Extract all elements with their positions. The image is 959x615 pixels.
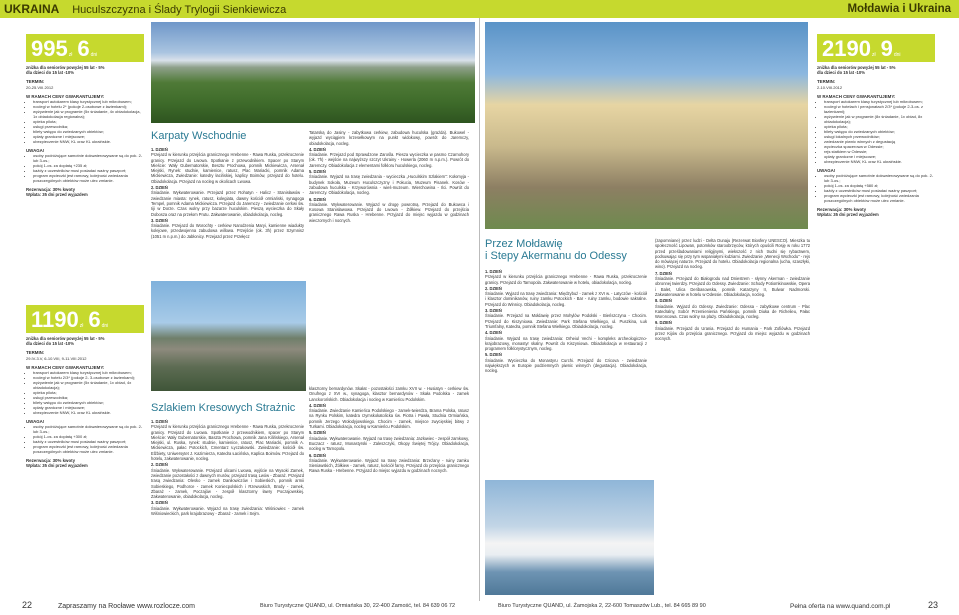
left-page-number: 22 — [22, 600, 33, 610]
tour2-day-label: 3. DZIEŃ — [151, 500, 168, 506]
tour1-column-2 — [309, 130, 469, 223]
mountain-photo — [151, 22, 475, 123]
offer2-deposit: Rezerwacja: 30% kwoty — [26, 458, 76, 464]
offer3-included-head: W RAMACH CENY GWARANTUJEMY: — [817, 93, 896, 99]
tour1-day-text: Przejazd w kierunku przejścia granicznego Hrebenne - Rawa Ruska, przekroczenie granicy. Przejazd do Lwowa. Spotkanie z przewodnikiem. Spacer po Starym Mieście: Wały Gubernatorskie, Besztu Prochowa, pomnik Mickiewicza, Arsenał Miejski, Rynek: studnie, kamienice, ratusz, Plac Mariacki, pomnik Adama Mickiewicza, Zwiedzanie: katedry łacińskiej, kaplicy Boimów, przejazd do hotelu. Obiadokolacja. Przejazd na nocleg w okolicach Lwowa. — [151, 152, 304, 184]
tour3-title-line-2: i Stepy Akermanu do Odessy — [485, 250, 627, 262]
tour3-day-text: Śniadanie. Przejazd do Białogrodu nad Dniestrem - słynny Akerman - zwiedzanie obronnej twierdzy. Przejazd do Odessy. Zwiedzanie: Schody Potiomkinowskie, Opera i Balet, Ulica Deribasowska, pomnik Katarzyny II, Bulwar Nadmorski. Zakwaterowanie w hotelu w Odessie. Obiadokolacja, nocleg. — [655, 276, 810, 297]
offer3-price-box — [817, 34, 935, 62]
offer2-notes-head: UWAGA! — [26, 419, 45, 425]
tour3-day-label: 4. DZIEŃ — [485, 330, 502, 336]
tour3-day-text: Śniadanie. Przejazd na Mołdawię przez Mohylów Podolski - Bieńszczyna - Chocim. Przejazd do Kiszyniowa. Zwiedzanie: Park Stefana Wielkiego, ul. Puszkina, Łuk Triumfalny, Katedra, pomnik Stefana Wielkiego. Obiadokolacja, nocleg. — [485, 313, 647, 329]
offer2-notes-list — [33, 424, 144, 454]
tour3-day-text: Śniadanie. Wyjazd na trasę zwiedzania: Orheiul Vechi - kompleks archeologiczno-krajobrazowy, monastyr skalny. Powrót do Kiszyniowa. Obiadokolacja w restauracji z programem folklorystycznym, nocleg. — [485, 335, 647, 352]
offer3-discount-2: dla dzieci do 15 lat -10% — [817, 70, 865, 76]
offer1-days: 6 — [77, 36, 90, 61]
offer3-included-item: • noclegi w hotelach i pensjonatach 2/3* (pokoje 2-3-os. z łazienkami); — [824, 104, 935, 114]
offer1-included-item: • opłaty graniczne i miejscowe; — [33, 134, 144, 139]
offer1-note-item: • osoby podróżujące samotnie dokwaterowywane są do pok. 2- lub 3-os.; — [33, 153, 144, 163]
offer2-sidebar — [26, 305, 144, 469]
tour1-day-text: Śniadanie. Wykwaterowanie. Wyjazd w drogę powrotną. Przejazd do Bukowca i Kosowa Stanisławowa. Przejazd do Lwowa - Żółkiew. Przejazd do przejścia granicznego Rawa Ruska - Hrebenne. Przyjazd do miejsc wyjazdu w godzinach wieczornych i nocnych. — [309, 201, 469, 223]
tour3-day-label: 8. DZIEŃ — [655, 298, 672, 304]
tour2-day-text: Śniadanie. Zwiedzanie Kamieńca Podolskiego - zamek-twierdza, Brama Polska, ratusz na Rynku Polskim, katedra rzymskokatolicka św. Piotra i Pawła, Studnia Ormiańska, pomnik Jerzego Wołodyjowskiego. Chocim - zamek, miejsce zwycięskiej bitwy z Turkami. Obiadokolacja, nocleg w Kamieńcu Podolskim. — [309, 408, 469, 430]
tour1-day-label: 5. DZIEŃ — [309, 169, 326, 175]
tour2-day-text: Przejazd w kierunku przejścia granicznego Hrebenne - Rawa Ruska, przekroczenie granicy. Przejazd do Lwowa. Spotkanie z przewodnikiem, spacer po Starym Mieście: Wały Gubernatorskie, Baszta Prochowa, pomnik Jana Kilińskiego, Arsenał Miejski, ul. Ruska, rynek: studnie, kamienice, ratusz, Plac Mariacki, pomnik A. Mickiewicza, pałac Potockich, Cmentarz Łyczakowski. Zwiedzanie: kościół św. Elżbiety, Uniwersytet J. Kazimierza, Katedra Łacińska, Kaplica Boimów. Przejazd do hotelu, zakwaterowanie, nocleg. — [151, 424, 304, 462]
tour1-column-1 — [151, 146, 304, 239]
tour1-day-label: 6. DZIEŃ — [309, 196, 326, 202]
offer1-discount-2: dla dzieci do 15 lat -10% — [26, 70, 74, 76]
left-header-title: UKRAINA — [4, 2, 59, 16]
offer1-included-item: • ubezpieczenie NNW, KL oraz KL ukraińskie. — [33, 139, 144, 144]
offer1-included-item: • bilety wstępu do zwiedzanych obiektów; — [33, 129, 144, 134]
offer2-note-item: • program wycieczki jest ramowy, kolejność zwiedzania poszczególnych obiektów może ulec zmianie. — [33, 444, 144, 454]
offer3-days-label: dni — [893, 51, 901, 58]
offer3-days: 9 — [880, 36, 893, 61]
offer3-term: 2-10.VIII.2012 — [817, 84, 843, 90]
tour3-day-label: 7. DZIEŃ — [655, 270, 672, 276]
offer1-payment: Wpłata: 35 dni przed wyjazdem — [26, 192, 88, 198]
offer3-included-item: • rejs statkiem w Odessie; — [824, 149, 935, 154]
right-footer-link[interactable]: Pełna oferta na www.quand.com.pl — [790, 603, 891, 610]
offer1-days-label: dni — [90, 51, 98, 58]
offer3-note-item: • program wycieczki jest ramowy, kolejność zwiedzania poszczególnych obiektów może ulec zmianie. — [824, 193, 935, 203]
offer1-note-item: • pokój 1-os. za dopłatą +235 zł; — [33, 163, 144, 168]
tour3-day-text: Śniadanie. Przejazd do Urania. Przejazd do Humania - Park Zofiówka. Przejazd przez Kijów do przejścia granicznego. Przyjazd do miejsc wyjazdu w godzinach nocnych. — [655, 325, 810, 342]
left-footer-link[interactable]: Zapraszamy na Rocławe www.rozlocze.com — [58, 603, 195, 610]
header-bar — [0, 0, 959, 18]
offer1-included-item: • noclegi w hotelu 2* (pokoje 2-osobowe z łazienkami); — [33, 104, 144, 109]
offer3-included-item: • opieka pilota; — [824, 124, 935, 129]
offer3-included-item: • wyżywienie jak w programie (8x śniadanie, 1x obiad, 8x obiadokolacja); — [824, 114, 935, 124]
offer2-included-item: • wyżywienie jak w programie (5x śniadanie, 1x obiad, 4x obiadokolacja); — [33, 380, 144, 390]
offer1-price: 995 — [31, 36, 68, 61]
tour3-column-2 — [655, 238, 810, 342]
offer1-notes-head: UWAGA! — [26, 148, 45, 154]
tour2-day-label: 4. DZIEŃ — [309, 402, 326, 408]
offer3-payment: Wpłata: 35 dni przed wyjazdem — [817, 212, 879, 218]
offer1-included-item: • transport autokarem klasy turystycznej lub mikrobusem; — [33, 99, 144, 104]
offer3-included-item: • transport autokarem klasy turystycznej lub mikrobusem; — [824, 99, 935, 104]
offer1-included-item: • wyżywienie jak w programie (5x śniadanie, 4x obiadokolacja, 1x obiadokolacja regionalna); — [33, 109, 144, 119]
cruise-ship-photo — [485, 480, 654, 595]
tour1-day-text: Śniadanie. Przejazd pod Sprawdzone Zarośla. Piesza wycieczka w pasmo Czarnohory (ok. 7h) - wejście na najwyższy szczyt Ukrainy - Howerla (2060 m n.p.m.). Powrót do Jaremczy. Obiadokolacja z elementami folkloru huculskiego, nocleg. — [309, 152, 469, 168]
tour3-day-text: Przejazd w kierunku przejścia granicznego Hrebenne - Rawa Ruska, przekroczenie granicy. Przejazd do Tarnopola. Zakwaterowanie w hotelu, obiadokolacja, nocleg. — [485, 274, 647, 285]
right-footer-address: Biuro Turystyczne QUAND, ul. Żamojska 2, 22-600 Tomaszów Lub., tel. 84 665 89 90 — [498, 603, 706, 609]
tour1-day-label: 1. DZIEŃ — [151, 147, 168, 152]
tour3-column-1 — [485, 268, 647, 374]
offer3-note-item: • każdy z uczestników musi posiadać ważny paszport; — [824, 188, 935, 193]
page-gutter — [479, 18, 480, 601]
tour1-day-label: 2. DZIEŃ — [151, 185, 168, 191]
left-header — [4, 0, 286, 19]
tour3-title-line-1: Przez Mołdawię — [485, 238, 563, 250]
tour3-day-label: 3. DZIEŃ — [485, 308, 502, 314]
offer3-included-item: • wycieczka spacerowa w Odessie; — [824, 144, 935, 149]
right-page-number: 23 — [928, 600, 939, 610]
offer3-deposit: Rezerwacja: 30% kwoty — [817, 207, 867, 213]
offer2-payment: Wpłata: 35 dni przed wyjazdem — [26, 463, 88, 469]
tour2-day-text: Śniadanie. Wykwaterowanie. Wyjazd na trasę zwiedzania: Wiśniowiec - zamek Wiśniowieckich, park krajobrazowy - Zbaraż - zamek i Sejm. — [151, 505, 304, 517]
offer1-deposit: Rezerwacja: 30% kwoty — [26, 187, 76, 193]
tour3-day-label: 5. DZIEŃ — [485, 352, 502, 358]
offer2-term: 29.IV-3.V, 6-10.VIII, 9-11.VIII.2012 — [26, 355, 87, 361]
tour3-day-label: 2. DZIEŃ — [485, 285, 502, 291]
tour1-title: Karpaty Wschodnie — [151, 130, 247, 142]
tour1-day-text: Śniadanie. Wykwaterowanie. Przejazd przez Rohatyn - Halicz - Stanisławów - zwiedzanie miasta: rynek, ratusz, kolegiata, dawny kościół ormiański, synagoga Tempel, pomnik Adama Mickiewicza. Przejazd do Jaremczy - zwiedzanie cerkwi św. Iiji w Dorze. Czas wolny przy bazarze huculskim. Pieszą wycieczka do Skały Dobosza oraz na przełom Prutu. Zakwaterowanie, obiadokolacja, nocleg. — [151, 190, 304, 217]
tour3-title — [485, 238, 627, 262]
offer2-discount-2: dla dzieci do 15 lat -10% — [26, 341, 74, 347]
offer2-days-label: dni — [101, 322, 109, 329]
offer1-included-item: • usługi przewodnika; — [33, 124, 144, 129]
offer2-included-list — [33, 370, 144, 415]
offer1-currency: zł — [68, 51, 73, 58]
offer2-note-item: • osoby podróżujące samotnie dokwaterowywane są do pok. 2- lub 3-os.; — [33, 424, 144, 434]
offer3-included-list — [824, 99, 935, 164]
offer3-notes-list — [824, 173, 935, 203]
tour2-day-label: 2. DZIEŃ — [151, 462, 168, 468]
left-header-subtitle: Huculszczyzna i Ślady Trylogii Sienkiewicza — [72, 4, 287, 16]
offer3-included-item: • bilety wstępu do zwiedzanych obiektów; — [824, 129, 935, 134]
tour3-day-text: Śniadanie. Wyjazd na trasę zwiedzania: Międzybuż - zamek z XVI w. - Latyczów - kościół i klasztor dominikanów, ruiny zamku Potockich - Bar - ruiny zamku, bodowie sakralne. Przejazd do Winnicy. Obiadokolacja, nocleg. — [485, 291, 647, 307]
tour2-title: Szlakiem Kresowych Strażnic — [151, 402, 296, 414]
decor-strip — [820, 22, 935, 30]
offer1-note-item: • program wycieczki jest ramowy, kolejność zwiedzania poszczególnych obiektów może ulec zmianie. — [33, 173, 144, 183]
tour2-day-label: 6. DZIEŃ — [309, 452, 326, 458]
tour3-day-text: Śniadanie. Wycieczka do Monastyru Curchi. Przejazd do Cricova - zwiedzanie największych w Europie podziemnych piwnic winnych (degustacja). Obiadokolacja, nocleg. — [485, 357, 647, 374]
tour2-day-text: Śniadanie. Wykwaterowanie. Wyjazd na trasę zwiedzania: Brzeżany - ruiny zamku Sieniawskich, Żółkiew - zamek, ratusz, kościół farny. Przejazd do przejścia granicznego Rawa Ruska - Hrebenne. Przyjazd do miejsc wyjazdu w godzinach nocnych. — [309, 457, 469, 474]
offer2-included-item: • bilety wstępu do zwiedzanych obiektów; — [33, 400, 144, 405]
tour1-day-text: Śniadanie. Przejazd do Worochty - cerkiew Narodzenia Maryi, kamienne wiadukty kolejowe, przedwojenna zabudowa willowa. Przejście (ok. 3h) przez Szymnisz (1051 m n.p.m.) do Jabłonicy. Przejazd przez Przełęcz — [151, 223, 304, 239]
offer1-discount-1: zniżka dla seniorów powyżej 55 lat - 5% — [26, 65, 105, 70]
tour1-day-label: 3. DZIEŃ — [151, 217, 168, 223]
tour1-day-label: 4. DZIEŃ — [309, 146, 326, 152]
offer3-discount-1: zniżka dla seniorów powyżej 55 lat - 5% — [817, 65, 896, 70]
offer2-note-item: • pokój 1-os. za dopłatą +300 zł; — [33, 434, 144, 439]
offer3-note-item: • pokój 1-os. za dopłatą +580 zł; — [824, 183, 935, 188]
tour2-column-2 — [309, 386, 469, 474]
offer3-sidebar — [817, 34, 935, 218]
offer2-included-item: • usługi przewodnika; — [33, 395, 144, 400]
offer3-currency: zł — [871, 51, 876, 58]
offer2-note-item: • każdy z uczestników musi posiadać ważny paszport; — [33, 439, 144, 444]
offer3-included-item: • ubezpieczenie NNW, KL oraz KL ukraińskie. — [824, 159, 935, 164]
offer3-included-item: • zwiedzanie piwnic winnych z degustacją — [824, 139, 935, 144]
offer2-currency: zł — [79, 322, 84, 329]
offer3-included-item: • usługi lokalnych przewodników; — [824, 134, 935, 139]
offer1-term-label: TERMIN: — [26, 79, 45, 85]
offer3-notes-head: UWAGA! — [817, 168, 836, 174]
offer2-included-item: • noclegi w hotelu 2/3* (pokoje 2- 3-osobowe z łazienkami); — [33, 375, 144, 380]
offer2-days: 6 — [88, 307, 101, 332]
tour1-day-text: Śniadanie. Wyjazd na trasę zwiedzania - wycieczka „Huculskim Szlakiem": Kołomyja - budynek Sokoła, Muzeum Huculszczyzny i Pokucia, Muzeum Pisanek. Kosów - zabudowa huculska - Krzyworównia - wieś-muzeum. Wierchowina - Ilci. Powrót do Jaremczy. Obiadokolacja, nocleg. — [309, 174, 469, 196]
left-footer-address: Biuro Turystyczne QUAND, ul. Ormiańska 30, 22-400 Zamość, tel. 84 639 06 72 — [260, 603, 456, 609]
tour3-day-label: 9. DZIEŃ — [655, 320, 672, 326]
tour2-day-text: klasztorny bernardynów. Skałat - pozostałości zamku XVII w. - Husiatyn - cerkiew św. Onufrego z XVI w., synagoga, klasztor bernardynów - Skała Podolska - zamek Lanckorońskich. Obiadokolacja i nocleg w Kamieńcu Podolskim. — [309, 386, 469, 402]
offer1-note-item: • każdy z uczestników musi posiadać ważny paszport; — [33, 168, 144, 173]
right-header-title: Mołdawia i Ukraina — [847, 3, 951, 15]
offer1-notes-list — [33, 153, 144, 183]
offer2-included-item: • opieka pilota; — [33, 390, 144, 395]
tour3-day-text: (zapomniane) przez ludzi - Delta Dunaju (Rezerwat Biosfery UNESCO). Mieszka tu społeczność Lipowan, potomków staroobrzęców, których opuścili Rosję w roku 1772 przed prześladowaniami religijnymi, wiekszość z nich trudni się rybactwem, podsuwając się przy tym wspaniałymi łodziami. Zwiedzanie „Wenecji Wschodu" - rejs do mówiącej naturze. Przejazd do hotelu. Obiadokolacja regionalna (ucha, szaszłyki, wino). Przejazd na nocleg. — [655, 238, 810, 270]
tour1-day-text: Tatarską do Jasiny - zabytkowa cerkiew, zabudowa huculska (grażda). Bukowel - wyjazd wyciągiem krzesełkowym na punkt widokowy, powrót do Jaremczy, obiadokolacja, nocleg. — [309, 130, 469, 146]
tour2-day-text: Śniadanie. Wykwaterowanie. Wyjazd na trasę zwiedzania: Jazłowiec - zespół zamkowy, Buczacz - ratusz, Monastyrski - Zaleszczyki, Okopy Świętej Trójcy. Obiadokolacja, nocleg w Tarnopolu. — [309, 435, 469, 452]
castle-photo — [151, 281, 306, 391]
offer1-sidebar — [26, 34, 144, 198]
tour2-day-label: 1. DZIEŃ — [151, 419, 168, 424]
offer3-price: 2190 — [822, 36, 871, 61]
offer1-included-list — [33, 99, 144, 144]
offer2-included-item: • ubezpieczenie NNW, KL oraz KL ukraińskie. — [33, 410, 144, 415]
offer1-price-box — [26, 34, 144, 62]
tour2-day-label: 5. DZIEŃ — [309, 430, 326, 436]
offer1-included-item: • opieka pilota; — [33, 119, 144, 124]
offer2-included-head: W RAMACH CENY GWARANTUJEMY: — [26, 364, 105, 370]
offer2-price: 1190 — [31, 307, 79, 332]
offer2-discount-1: zniżka dla seniorów powyżej 55 lat - 5% — [26, 336, 105, 341]
tour3-day-text: Śniadanie. Wyjazd do Odessy. Zwiedzanie: Odessa - zabytkowe centrum - Plac Katedralny, Sobór Przemienienia Pańskiego, pomnik Diuka de Richelieu, Pałac Woroncowa. Czas wolny na plaży. Obiadokolacja, nocleg. — [655, 303, 810, 320]
opera-house-photo — [485, 22, 808, 229]
offer2-price-box — [26, 305, 144, 333]
offer2-included-item: • transport autokarem klasy turystycznej lub mikrobusem; — [33, 370, 144, 375]
offer2-included-item: • opłaty graniczne i miejscowe; — [33, 405, 144, 410]
tour2-day-text: Śniadanie. Wykwaterowanie. Przejazd ulicami Lwowa, wyjście na Wysoki Zamek, zwiedzanie pozostałości z dawnych murów, przejazd trasą Lwów - Zbaraż. Przejazd trasą zwiedzania: Olesko - zamek Daniłowiczów i Sobieskich, pomnik armii Sobieskiego, Podhorce - zamek Koniecpolskich i Rzewuskich, Brody - zamek, Zbaraż - zamek, Poczajów - zespół klasztorny ławry Poczajowskiej. Zakwaterowanie, obiadokolacja, nocleg. — [151, 467, 304, 500]
offer3-term-label: TERMIN: — [817, 79, 836, 85]
offer2-term-label: TERMIN: — [26, 350, 45, 356]
offer3-included-item: • opłaty graniczne i miejscowe; — [824, 154, 935, 159]
tour2-column-1 — [151, 418, 304, 516]
offer1-included-head: W RAMACH CENY GWARANTUJEMY: — [26, 93, 105, 99]
offer1-term: 20-25.VIII.2012 — [26, 84, 54, 90]
tour3-day-label: 1. DZIEŃ — [485, 269, 502, 274]
offer3-note-item: • osoby podróżujące samotnie dokwaterowywane są do pok. 2- lub 3-os.; — [824, 173, 935, 183]
